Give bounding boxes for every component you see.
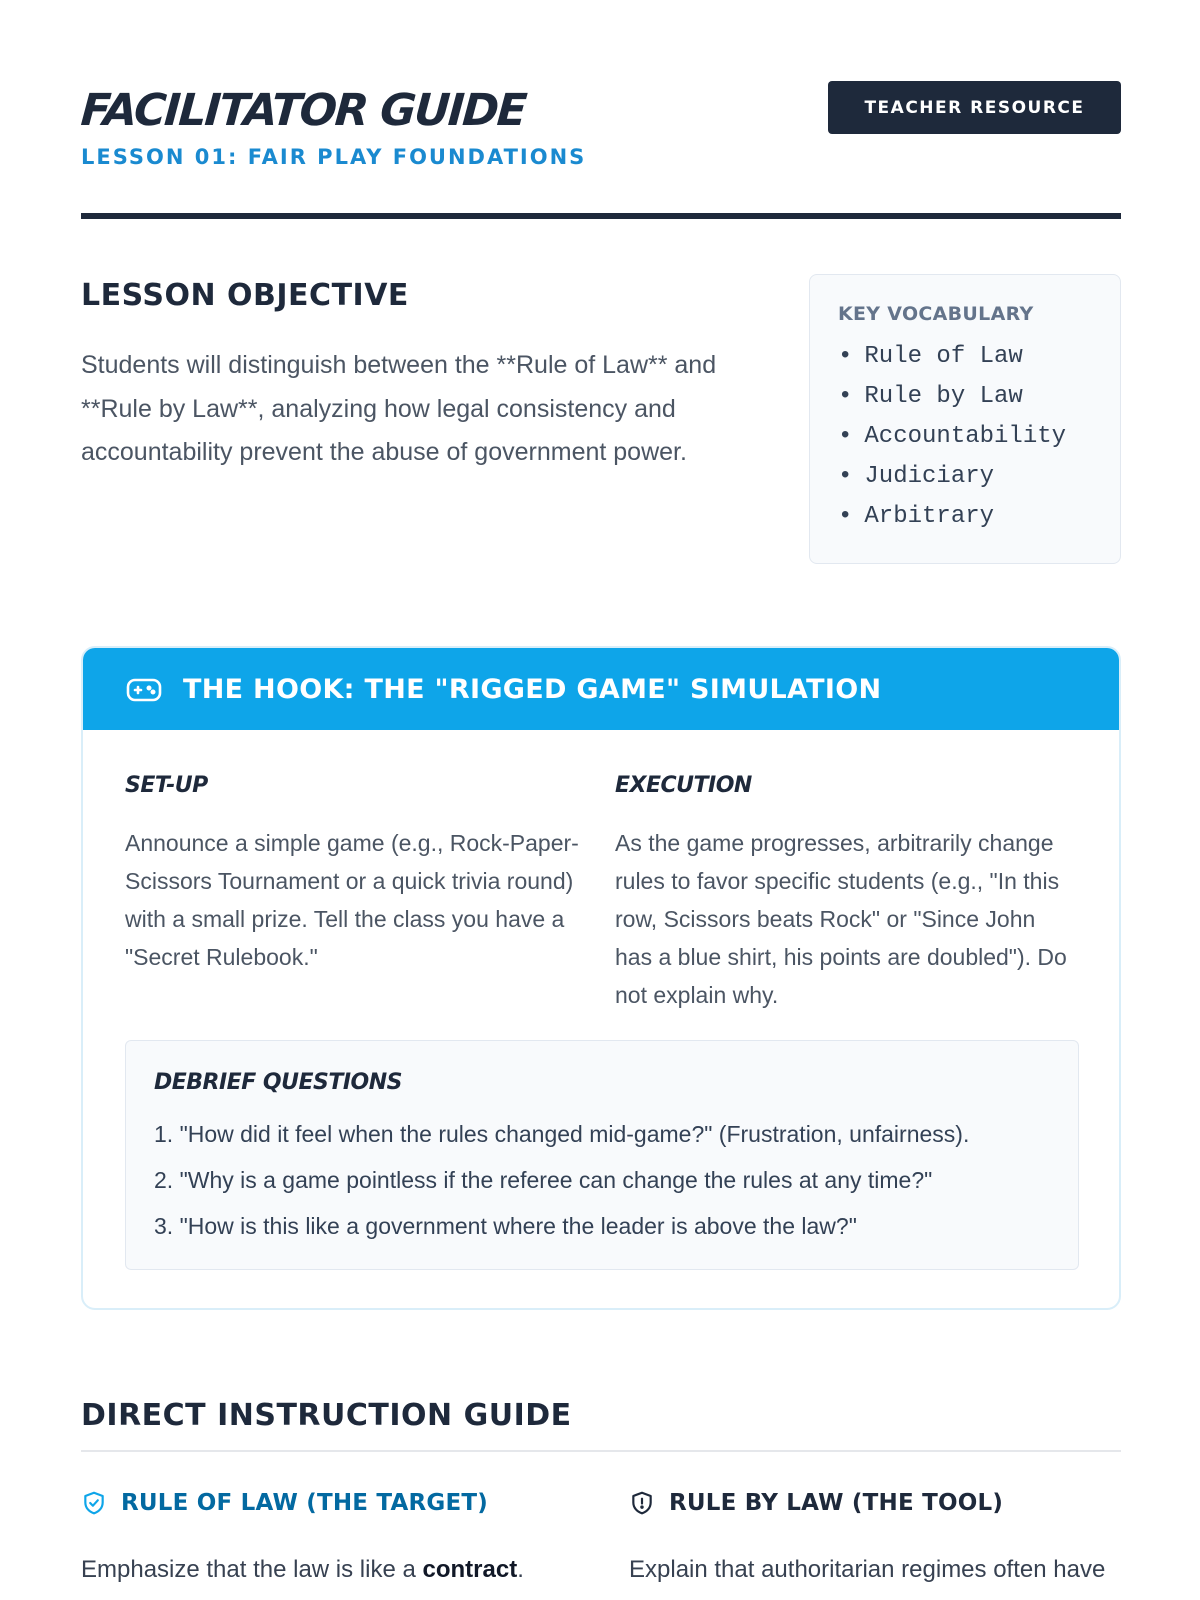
vocabulary-title: KEY VOCABULARY	[838, 303, 1034, 325]
teacher-resource-badge: TEACHER RESOURCE	[828, 81, 1121, 134]
objective-heading: LESSON OBJECTIVE	[81, 278, 409, 313]
setup-heading: SET-UP	[125, 773, 208, 798]
vocabulary-item: • Rule of Law	[838, 337, 1092, 377]
lesson-objective-section	[81, 276, 761, 475]
hook-card	[81, 646, 1121, 1310]
shield-alert-icon	[629, 1490, 655, 1516]
rule-of-law-text	[81, 1550, 581, 1590]
execution-heading: EXECUTION	[615, 773, 752, 798]
vocabulary-list	[838, 337, 1092, 537]
rule-by-law-title: RULE BY LAW (THE TOOL)	[669, 1490, 1004, 1516]
debrief-question: 1. "How did it feel when the rules changed mid-game?" (Frustration, unfairness).	[154, 1121, 970, 1147]
rule-of-law-heading	[81, 1490, 488, 1516]
facilitator-guide-page	[79, 0, 1121, 1583]
lesson-subtitle: LESSON 01: FAIR PLAY FOUNDATIONS	[81, 145, 587, 169]
objective-text: Students will distinguish between the **Rule of Law** and **Rule by Law**, analyzing how legal consistency and accountability prevent the abuse of government power.	[81, 351, 717, 466]
debrief-question: 3. "How is this like a government where the leader is above the law?"	[154, 1213, 857, 1239]
setup-text: Announce a simple game (e.g., Rock-Paper-Scissors Tournament or a quick trivia round) with a small prize. Tell the class you have a "Secret Rulebook."	[125, 830, 579, 970]
debrief-questions-box	[125, 1040, 1079, 1270]
hook-title: THE HOOK: THE "RIGGED GAME" SIMULATION	[183, 673, 882, 705]
rule-of-law-text-suffix: .	[517, 1556, 524, 1583]
rule-of-law-title: RULE OF LAW (THE TARGET)	[121, 1490, 489, 1516]
vocabulary-item: • Arbitrary	[838, 497, 1092, 537]
vocabulary-item: • Rule by Law	[838, 377, 1092, 417]
execution-column	[615, 772, 1075, 1014]
execution-text: As the game progresses, arbitrarily change rules to favor specific students (e.g., "In this row, Scissors beats Rock" or "Since John has a blue shirt, his points are doubled"). Do not explain why.	[615, 830, 1067, 1008]
vocabulary-item: • Accountability	[838, 417, 1092, 457]
rule-by-law-heading	[629, 1490, 1003, 1516]
debrief-question: 2. "Why is a game pointless if the referee can change the rules at any time?"	[154, 1167, 933, 1193]
direct-instruction-divider	[81, 1450, 1121, 1452]
gamepad-icon	[125, 673, 163, 705]
debrief-question-list	[154, 1111, 1050, 1249]
key-vocabulary-box	[809, 274, 1121, 564]
debrief-heading: DEBRIEF QUESTIONS	[154, 1070, 402, 1095]
header-divider	[81, 213, 1121, 219]
rule-by-law-text: Explain that authoritarian regimes often have	[629, 1556, 1106, 1583]
page-title: FACILITATOR GUIDE	[79, 85, 527, 136]
rule-of-law-text-prefix: Emphasize that the law is like a	[81, 1556, 423, 1583]
rule-of-law-text-bold: contract	[422, 1556, 518, 1583]
shield-check-icon	[81, 1490, 107, 1516]
header	[81, 0, 1121, 220]
hook-header	[83, 648, 1119, 730]
vocabulary-item: • Judiciary	[838, 457, 1092, 497]
direct-instruction-heading: DIRECT INSTRUCTION GUIDE	[81, 1398, 572, 1433]
direct-instruction-section	[81, 1394, 1121, 1438]
setup-column	[125, 772, 585, 976]
